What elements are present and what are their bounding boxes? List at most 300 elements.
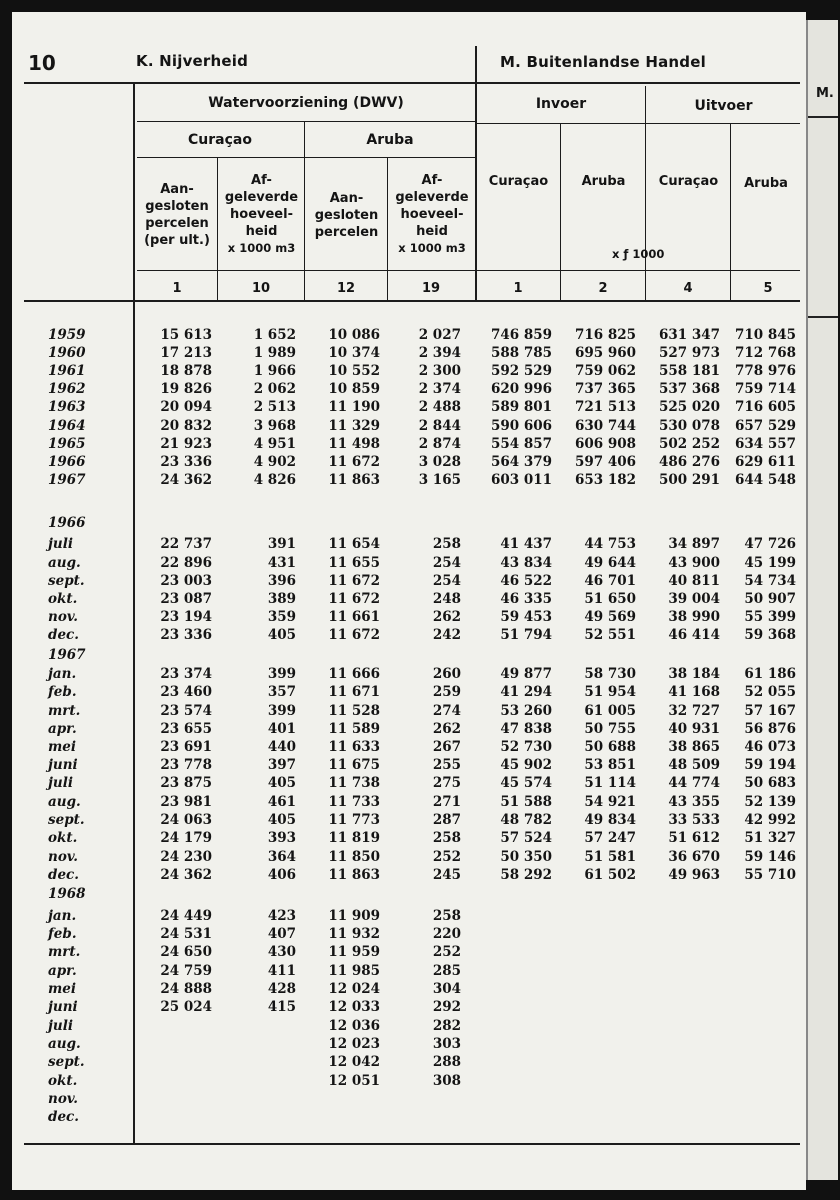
table-cell: 399 — [267, 703, 296, 719]
table-cell: 564 379 — [490, 454, 552, 470]
table-cell: 43 834 — [500, 555, 552, 571]
table-cell: 24 650 — [160, 944, 212, 960]
table-cell: 12 036 — [328, 1018, 380, 1034]
table-cell: 271 — [432, 794, 461, 810]
column-number: 12 — [336, 281, 356, 296]
table-cell: 50 755 — [584, 721, 636, 737]
table-cell: 42 992 — [744, 812, 796, 828]
table-cell: 554 857 — [490, 436, 552, 452]
table-cell: 262 — [432, 721, 461, 737]
water-subheader-rule — [137, 121, 475, 122]
table-cell: 245 — [432, 867, 461, 883]
table-cell: 23 778 — [160, 757, 212, 773]
table-cell: 24 179 — [160, 830, 212, 846]
table-cell: 411 — [267, 963, 296, 979]
table-cell: 11 190 — [328, 399, 380, 415]
table-cell: 38 990 — [668, 609, 720, 625]
table-cell: 3 028 — [418, 454, 461, 470]
row-label: 1966 — [48, 515, 86, 531]
table-cell: 33 533 — [668, 812, 720, 828]
column-number: 1 — [513, 281, 523, 296]
table-cell: 23 003 — [160, 573, 212, 589]
delivered-quantity-aruba-header — [389, 172, 475, 257]
table-cell: 50 688 — [584, 739, 636, 755]
row-label: nov. — [48, 1091, 79, 1107]
table-cell: 23 460 — [160, 684, 212, 700]
table-cell: 737 365 — [574, 381, 636, 397]
imports-header: Invoer — [535, 96, 587, 112]
column-line — [387, 157, 388, 300]
table-cell: 11 661 — [328, 609, 380, 625]
table-cell: 716 825 — [574, 327, 636, 343]
table-cell: 61 005 — [584, 703, 636, 719]
header-line: hoeveel- — [230, 207, 293, 222]
table-cell: 308 — [432, 1073, 461, 1089]
section-title-foreign-trade: M. Buitenlandse Handel — [500, 53, 706, 71]
table-cell: 4 951 — [253, 436, 296, 452]
column-line — [217, 157, 218, 300]
table-cell: 11 666 — [328, 666, 380, 682]
table-cell: 597 406 — [574, 454, 636, 470]
row-label: 1964 — [48, 418, 86, 434]
table-cell: 23 875 — [160, 775, 212, 791]
table-cell: 25 024 — [160, 999, 212, 1015]
table-cell: 52 139 — [744, 794, 796, 810]
row-label: mrt. — [48, 703, 81, 719]
table-cell: 57 524 — [500, 830, 552, 846]
table-cell: 41 437 — [500, 536, 552, 552]
table-cell: 592 529 — [490, 363, 552, 379]
table-cell: 304 — [432, 981, 461, 997]
table-cell: 274 — [432, 703, 461, 719]
table-cell: 43 355 — [668, 794, 720, 810]
table-cell: 11 850 — [328, 849, 380, 865]
table-cell: 721 513 — [574, 399, 636, 415]
table-cell: 46 414 — [668, 627, 720, 643]
table-cell: 23 336 — [160, 627, 212, 643]
table-cell: 407 — [267, 926, 296, 942]
header-line: Af- — [421, 173, 443, 188]
table-cell: 292 — [432, 999, 461, 1015]
table-cell: 11 863 — [328, 867, 380, 883]
table-cell: 2 062 — [253, 381, 296, 397]
header-line: gesloten — [145, 199, 209, 214]
table-cell: 401 — [267, 721, 296, 737]
table-cell: 220 — [432, 926, 461, 942]
table-cell: 10 374 — [328, 345, 380, 361]
table-cell: 248 — [432, 591, 461, 607]
table-cell: 50 907 — [744, 591, 796, 607]
table-cell: 254 — [432, 573, 461, 589]
table-cell: 11 863 — [328, 472, 380, 488]
table-cell: 22 896 — [160, 555, 212, 571]
row-label: apr. — [48, 963, 77, 979]
table-cell: 710 845 — [734, 327, 796, 343]
table-cell: 24 063 — [160, 812, 212, 828]
table-cell: 657 529 — [734, 418, 796, 434]
table-cell: 287 — [432, 812, 461, 828]
table-cell: 12 051 — [328, 1073, 380, 1089]
table-cell: 653 182 — [574, 472, 636, 488]
table-cell: 530 078 — [658, 418, 720, 434]
row-label: 1967 — [48, 647, 86, 663]
table-cell: 255 — [432, 757, 461, 773]
table-cell: 39 004 — [668, 591, 720, 607]
column-number: 10 — [251, 281, 271, 296]
table-cell: 12 023 — [328, 1036, 380, 1052]
table-cell: 54 921 — [584, 794, 636, 810]
table-cell: 54 734 — [744, 573, 796, 589]
table-cell: 759 714 — [734, 381, 796, 397]
row-label: okt. — [48, 1073, 78, 1089]
table-cell: 11 329 — [328, 418, 380, 434]
table-cell: 11 655 — [328, 555, 380, 571]
table-cell: 589 801 — [490, 399, 552, 415]
row-label: 1962 — [48, 381, 86, 397]
table-cell: 406 — [267, 867, 296, 883]
table-cell: 12 024 — [328, 981, 380, 997]
next-page-edge — [806, 20, 838, 1180]
row-label: 1967 — [48, 472, 86, 488]
table-cell: 18 878 — [160, 363, 212, 379]
table-cell: 11 528 — [328, 703, 380, 719]
row-label: 1959 — [48, 327, 86, 343]
row-label: 1963 — [48, 399, 86, 415]
table-cell: 22 737 — [160, 536, 212, 552]
row-label: juli — [48, 1018, 73, 1034]
column-number-rule — [137, 270, 800, 271]
table-cell: 461 — [267, 794, 296, 810]
exports-curacao-header: Curaçao — [658, 174, 719, 189]
table-cell: 51 327 — [744, 830, 796, 846]
row-label: aug. — [48, 1036, 81, 1052]
unit-label: x 1000 m3 — [398, 241, 466, 255]
table-cell: 430 — [267, 944, 296, 960]
table-cell: 24 759 — [160, 963, 212, 979]
table-cell: 55 399 — [744, 609, 796, 625]
table-cell: 258 — [432, 536, 461, 552]
table-cell: 24 362 — [160, 472, 212, 488]
table-cell: 1 652 — [253, 327, 296, 343]
table-cell: 17 213 — [160, 345, 212, 361]
table-cell: 267 — [432, 739, 461, 755]
row-label: juni — [48, 757, 78, 773]
table-cell: 51 612 — [668, 830, 720, 846]
table-bottom-rule — [24, 1143, 800, 1145]
imports-curacao-header: Curaçao — [488, 174, 549, 189]
table-cell: 23 087 — [160, 591, 212, 607]
table-cell: 3 165 — [418, 472, 461, 488]
table-cell: 11 675 — [328, 757, 380, 773]
column-number: 2 — [598, 281, 608, 296]
table-cell: 59 194 — [744, 757, 796, 773]
table-cell: 525 020 — [658, 399, 720, 415]
table-cell: 1 989 — [253, 345, 296, 361]
table-cell: 32 727 — [668, 703, 720, 719]
header-line: percelen — [145, 216, 209, 231]
header-line: geleverde — [395, 190, 469, 205]
table-cell: 55 710 — [744, 867, 796, 883]
header-line: Af- — [251, 173, 272, 188]
table-cell: 11 932 — [328, 926, 380, 942]
table-cell: 11 672 — [328, 591, 380, 607]
table-cell: 2 300 — [418, 363, 461, 379]
table-cell: 40 931 — [668, 721, 720, 737]
table-cell: 40 811 — [668, 573, 720, 589]
table-cell: 45 902 — [500, 757, 552, 773]
table-cell: 23 981 — [160, 794, 212, 810]
table-cell: 34 897 — [668, 536, 720, 552]
table-cell: 20 094 — [160, 399, 212, 415]
table-cell: 49 569 — [584, 609, 636, 625]
table-cell: 389 — [267, 591, 296, 607]
table-cell: 24 449 — [160, 908, 212, 924]
table-cell: 11 672 — [328, 573, 380, 589]
table-cell: 716 605 — [734, 399, 796, 415]
row-label: okt. — [48, 830, 78, 846]
table-cell: 262 — [432, 609, 461, 625]
delivered-quantity-curacao-header — [219, 172, 304, 257]
table-cell: 12 033 — [328, 999, 380, 1015]
curacao-water-header: Curaçao — [188, 132, 252, 148]
table-cell: 254 — [432, 555, 461, 571]
table-cell: 36 670 — [668, 849, 720, 865]
table-cell: 57 247 — [584, 830, 636, 846]
table-cell: 46 335 — [500, 591, 552, 607]
table-cell: 275 — [432, 775, 461, 791]
table-cell: 44 774 — [668, 775, 720, 791]
table-cell: 52 551 — [584, 627, 636, 643]
table-cell: 45 574 — [500, 775, 552, 791]
table-cell: 10 859 — [328, 381, 380, 397]
table-cell: 391 — [267, 536, 296, 552]
next-page-section-letter: M. — [816, 86, 834, 101]
header-line: Aan- — [329, 191, 364, 206]
table-cell: 43 900 — [668, 555, 720, 571]
row-label: 1966 — [48, 454, 86, 470]
water-supply-header: Watervoorziening (DWV) — [208, 95, 404, 111]
page-number: 10 — [28, 51, 56, 75]
table-cell: 11 819 — [328, 830, 380, 846]
table-cell: 51 114 — [584, 775, 636, 791]
table-cell: 23 691 — [160, 739, 212, 755]
table-cell: 47 726 — [744, 536, 796, 552]
unit-label: x 1000 m3 — [227, 241, 296, 255]
row-label: dec. — [48, 867, 79, 883]
table-cell: 23 574 — [160, 703, 212, 719]
row-label: apr. — [48, 721, 77, 737]
table-cell: 12 042 — [328, 1054, 380, 1070]
column-line — [645, 86, 646, 300]
column-line — [560, 123, 561, 300]
row-label: 1965 — [48, 436, 86, 452]
table-cell: 620 996 — [490, 381, 552, 397]
table-cell: 431 — [267, 555, 296, 571]
table-cell: 11 671 — [328, 684, 380, 700]
table-cell: 46 701 — [584, 573, 636, 589]
header-line: percelen — [314, 225, 379, 240]
header-bottom-rule — [24, 300, 800, 302]
table-cell: 258 — [432, 908, 461, 924]
table-cell: 11 738 — [328, 775, 380, 791]
row-label: dec. — [48, 627, 79, 643]
table-cell: 4 826 — [253, 472, 296, 488]
table-cell: 21 923 — [160, 436, 212, 452]
row-label: juli — [48, 775, 73, 791]
row-label: mrt. — [48, 944, 81, 960]
table-cell: 746 859 — [490, 327, 552, 343]
table-cell: 46 073 — [744, 739, 796, 755]
table-cell: 695 960 — [574, 345, 636, 361]
table-cell: 45 199 — [744, 555, 796, 571]
aruba-water-header: Aruba — [366, 132, 414, 148]
header-line: heid — [416, 224, 448, 239]
table-cell: 397 — [267, 757, 296, 773]
table-cell: 19 826 — [160, 381, 212, 397]
row-label: jan. — [48, 908, 77, 924]
table-cell: 11 498 — [328, 436, 380, 452]
table-cell: 303 — [432, 1036, 461, 1052]
table-cell: 285 — [432, 963, 461, 979]
table-cell: 51 794 — [500, 627, 552, 643]
table-cell: 44 753 — [584, 536, 636, 552]
row-label: 1968 — [48, 886, 86, 902]
table-cell: 288 — [432, 1054, 461, 1070]
header-line: hoeveel- — [400, 207, 464, 222]
row-label: mei — [48, 739, 77, 755]
table-cell: 38 184 — [668, 666, 720, 682]
column-line — [304, 121, 305, 300]
header-line: Aan- — [160, 182, 194, 197]
table-cell: 51 954 — [584, 684, 636, 700]
table-cell: 3 968 — [253, 418, 296, 434]
column-number: 19 — [421, 281, 441, 296]
table-cell: 51 581 — [584, 849, 636, 865]
table-cell: 258 — [432, 830, 461, 846]
table-cell: 53 851 — [584, 757, 636, 773]
table-cell: 2 488 — [418, 399, 461, 415]
table-cell: 712 768 — [734, 345, 796, 361]
table-cell: 11 909 — [328, 908, 380, 924]
column-number: 1 — [172, 281, 182, 296]
table-cell: 49 963 — [668, 867, 720, 883]
row-label: nov. — [48, 849, 79, 865]
table-cell: 11 633 — [328, 739, 380, 755]
table-cell: 399 — [267, 666, 296, 682]
table-cell: 49 834 — [584, 812, 636, 828]
table-cell: 46 522 — [500, 573, 552, 589]
table-cell: 357 — [267, 684, 296, 700]
table-cell: 38 865 — [668, 739, 720, 755]
table-cell: 48 509 — [668, 757, 720, 773]
table-cell: 2 513 — [253, 399, 296, 415]
table-cell: 47 838 — [500, 721, 552, 737]
table-cell: 1 966 — [253, 363, 296, 379]
exports-aruba-header: Aruba — [744, 176, 788, 191]
table-cell: 23 194 — [160, 609, 212, 625]
table-cell: 61 502 — [584, 867, 636, 883]
row-label: aug. — [48, 555, 81, 571]
table-cell: 405 — [267, 812, 296, 828]
table-cell: 58 292 — [500, 867, 552, 883]
table-cell: 260 — [432, 666, 461, 682]
table-cell: 405 — [267, 627, 296, 643]
table-cell: 50 683 — [744, 775, 796, 791]
table-cell: 52 730 — [500, 739, 552, 755]
table-cell: 428 — [267, 981, 296, 997]
table-cell: 50 350 — [500, 849, 552, 865]
row-label: nov. — [48, 609, 79, 625]
table-cell: 259 — [432, 684, 461, 700]
table-cell: 2 394 — [418, 345, 461, 361]
header-line: gesloten — [314, 208, 379, 223]
row-label: feb. — [48, 684, 77, 700]
table-cell: 49 644 — [584, 555, 636, 571]
table-cell: 558 181 — [658, 363, 720, 379]
column-number: 5 — [763, 281, 773, 296]
table-cell: 4 902 — [253, 454, 296, 470]
trade-subheader-rule — [476, 123, 800, 124]
table-cell: 11 733 — [328, 794, 380, 810]
table-cell: 24 230 — [160, 849, 212, 865]
header-line: geleverde — [224, 190, 299, 205]
table-cell: 59 368 — [744, 627, 796, 643]
table-cell: 252 — [432, 944, 461, 960]
table-cell: 606 908 — [574, 436, 636, 452]
table-cell: 2 874 — [418, 436, 461, 452]
row-label: feb. — [48, 926, 77, 942]
table-cell: 53 260 — [500, 703, 552, 719]
header-line: heid — [245, 224, 278, 239]
table-cell: 11 773 — [328, 812, 380, 828]
table-cell: 629 611 — [734, 454, 796, 470]
table-cell: 11 959 — [328, 944, 380, 960]
table-cell: 15 613 — [160, 327, 212, 343]
row-label: sept. — [48, 1054, 85, 1070]
row-label: 1960 — [48, 345, 86, 361]
table-cell: 59 146 — [744, 849, 796, 865]
table-cell: 41 294 — [500, 684, 552, 700]
table-cell: 588 785 — [490, 345, 552, 361]
table-cell: 396 — [267, 573, 296, 589]
table-cell: 405 — [267, 775, 296, 791]
island-subheader-rule — [137, 157, 475, 158]
table-cell: 51 588 — [500, 794, 552, 810]
table-cell: 2 374 — [418, 381, 461, 397]
table-cell: 364 — [267, 849, 296, 865]
connected-plots-aruba-header — [306, 190, 387, 241]
table-cell: 11 672 — [328, 454, 380, 470]
next-page-rule — [808, 116, 838, 118]
table-cell: 23 374 — [160, 666, 212, 682]
table-cell: 49 877 — [500, 666, 552, 682]
table-cell: 603 011 — [490, 472, 552, 488]
table-cell: 57 167 — [744, 703, 796, 719]
table-cell: 644 548 — [734, 472, 796, 488]
header-top-rule — [24, 82, 800, 84]
table-cell: 58 730 — [584, 666, 636, 682]
table-cell: 423 — [267, 908, 296, 924]
row-label: sept. — [48, 573, 85, 589]
table-cell: 52 055 — [744, 684, 796, 700]
table-cell: 41 168 — [668, 684, 720, 700]
table-cell: 415 — [267, 999, 296, 1015]
table-cell: 537 368 — [658, 381, 720, 397]
section-title-industry: K. Nijverheid — [136, 52, 249, 70]
row-label: juni — [48, 999, 78, 1015]
row-label: okt. — [48, 591, 78, 607]
table-cell: 440 — [267, 739, 296, 755]
